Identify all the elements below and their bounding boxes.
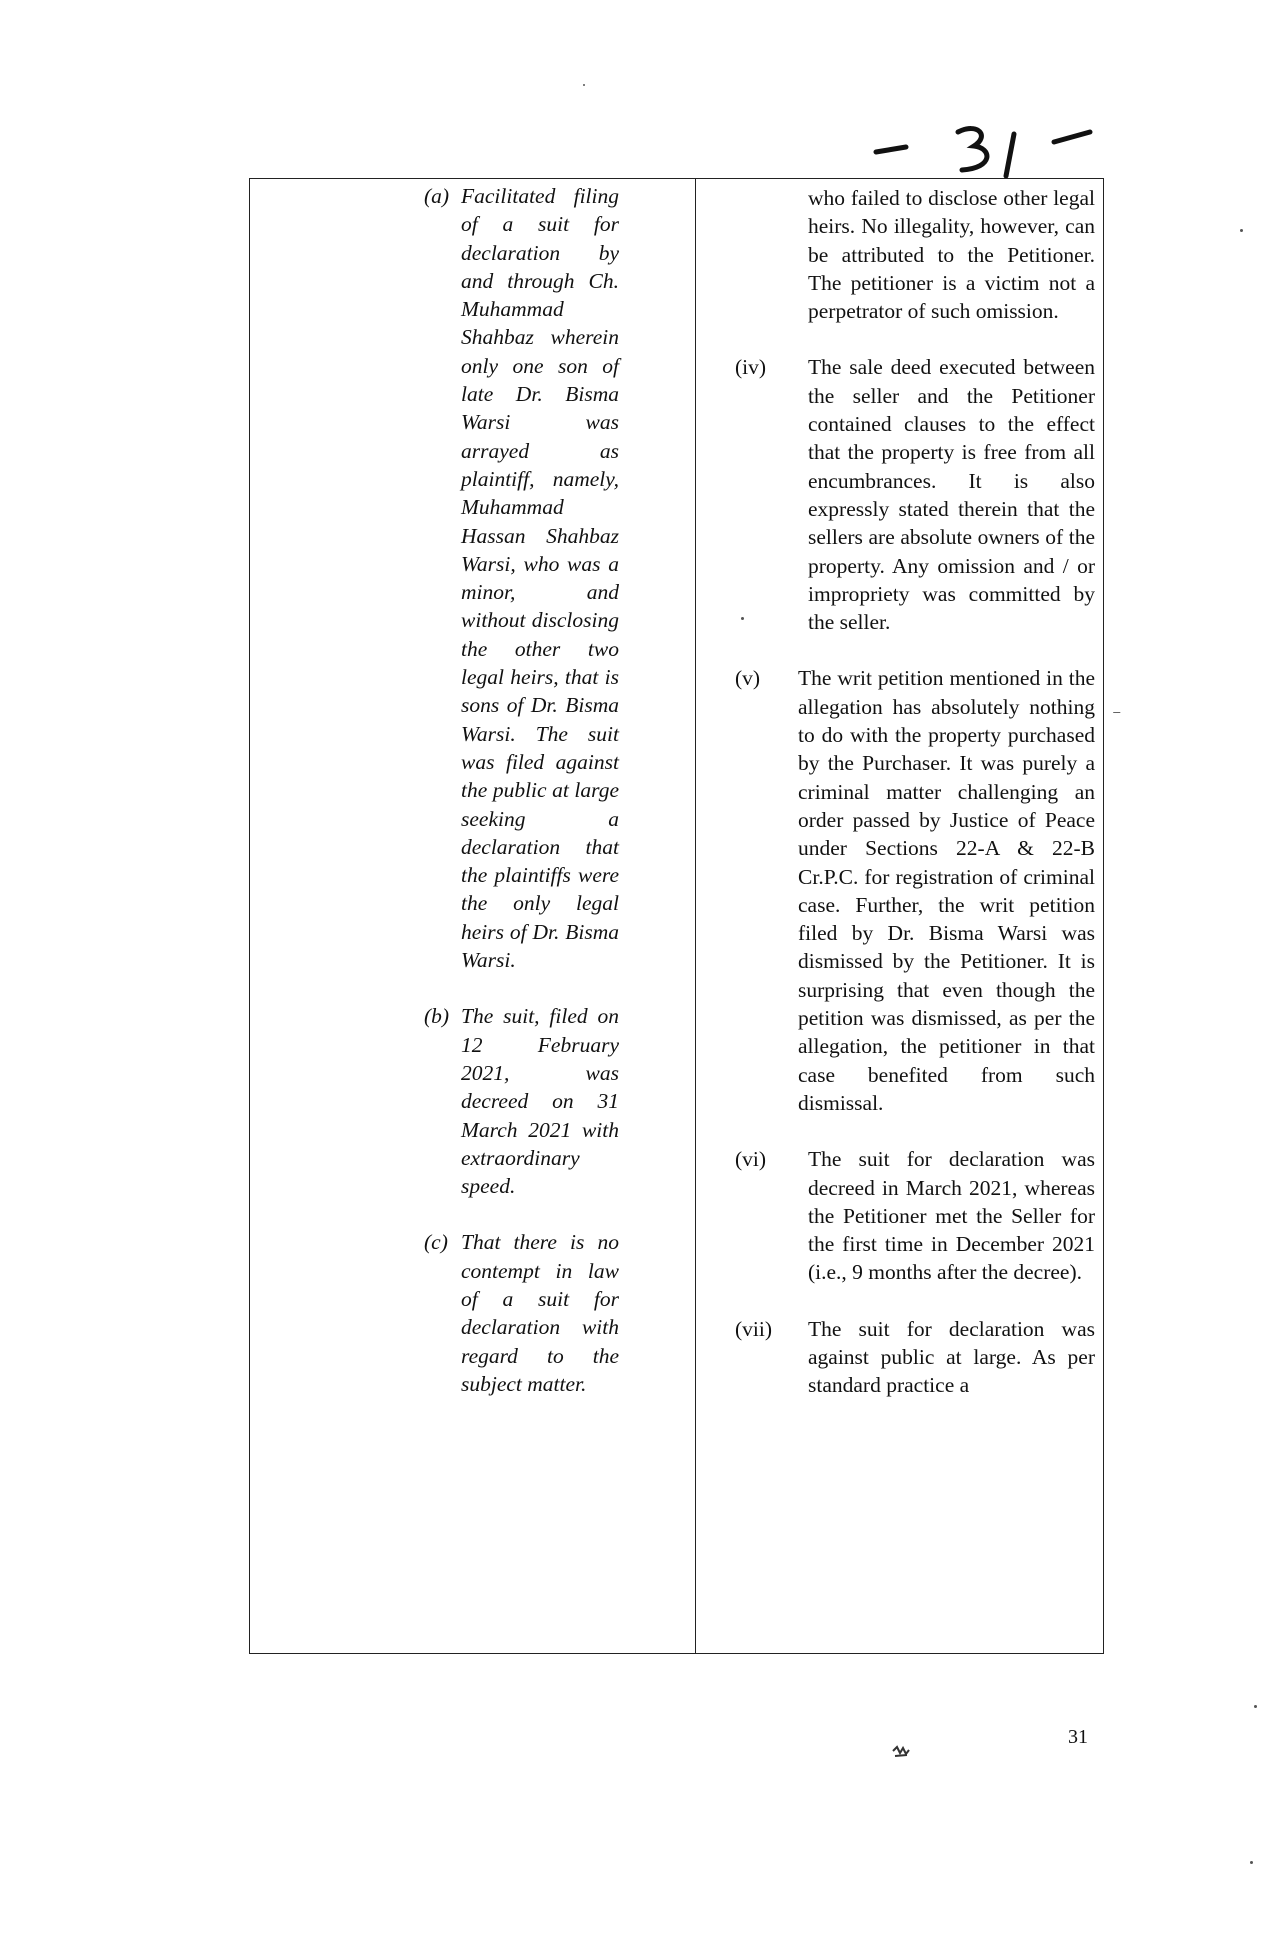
scan-speck	[583, 84, 585, 86]
allegations-column	[424, 182, 624, 1426]
allegation-marker: (a)	[424, 184, 450, 208]
table-column-divider	[695, 178, 696, 1654]
response-number: (vi)	[735, 1147, 767, 1172]
response-text: The writ petition mentioned in the allegation has absolutely nothing to do with the property purchased by the Purchaser. It was purely a criminal matter challenging an order passed by Justice of Peace under Sections 22-A & 22-B Cr.P.C. for registration of criminal case. Further, the writ petition filed by Dr. Bisma Warsi was dismissed by the Petitioner. It is surprising that even though the petition was dismissed, as per the allegation, the petitioner in that case benefited from such dismissal.	[798, 666, 1095, 1115]
allegation-marker: (b)	[424, 1004, 450, 1029]
response-item	[735, 1315, 1095, 1398]
response-text: The suit for declaration was against public at large. As per standard practice a	[808, 1316, 1095, 1398]
page-number: 31	[1068, 1726, 1088, 1748]
scan-speck	[1254, 1705, 1257, 1708]
response-item	[735, 353, 1095, 636]
response-number: (v)	[735, 666, 761, 691]
responses-column	[735, 184, 1095, 1398]
response-continuation-text: who failed to disclose other legal heirs. No illegality, however, can be attributed to the Petitioner. The petitioner is a victim not a perpetrator of such omission.	[808, 186, 1095, 324]
allegation-text: The suit, filed on 12 February 2021, was decreed on 31 March 2021 with extraordinary speed.	[461, 1004, 619, 1199]
allegation-item	[424, 1002, 624, 1200]
response-number: (iv)	[735, 355, 767, 380]
response-text: The suit for declaration was decreed in March 2021, whereas the Petitioner met the Seller for the first time in December 2021 (i.e., 9 months after the decree).	[808, 1147, 1095, 1285]
allegation-text: That there is no contempt in law of a suit for declaration with regard to the subject matter.	[461, 1230, 619, 1396]
response-number: (vii)	[735, 1316, 773, 1341]
allegation-marker: (c)	[424, 1230, 448, 1255]
response-text: The sale deed executed between the seller and the Petitioner contained clauses to the effect that the property is free from all encumbrances. It is also expressly stated therein that the sellers are absolute owners of the property. Any omission and / or impropriety was committed by the seller.	[808, 355, 1095, 635]
allegation-item	[424, 1228, 624, 1398]
margin-tick-mark: ⁻	[1112, 706, 1122, 726]
response-item	[735, 664, 1095, 1117]
allegation-text: Facilitated filing of a suit for declaration by and through Ch. Muhammad Shahbaz wherein only one son of late Dr. Bisma Warsi was arrayed as plaintiff, namely, Muhammad Hassan Shahbaz Warsi, who was a minor, and without disclosing the other two legal heirs, that is sons of Dr. Bisma Warsi. The suit was filed against the public at large seeking a declaration that the plaintiffs were the only legal heirs of Dr. Bisma Warsi.	[461, 184, 619, 973]
allegation-item	[424, 182, 624, 974]
scan-smudge	[891, 1745, 911, 1759]
response-item	[735, 1145, 1095, 1286]
scan-speck	[1250, 1861, 1253, 1864]
scan-speck	[1240, 229, 1243, 232]
